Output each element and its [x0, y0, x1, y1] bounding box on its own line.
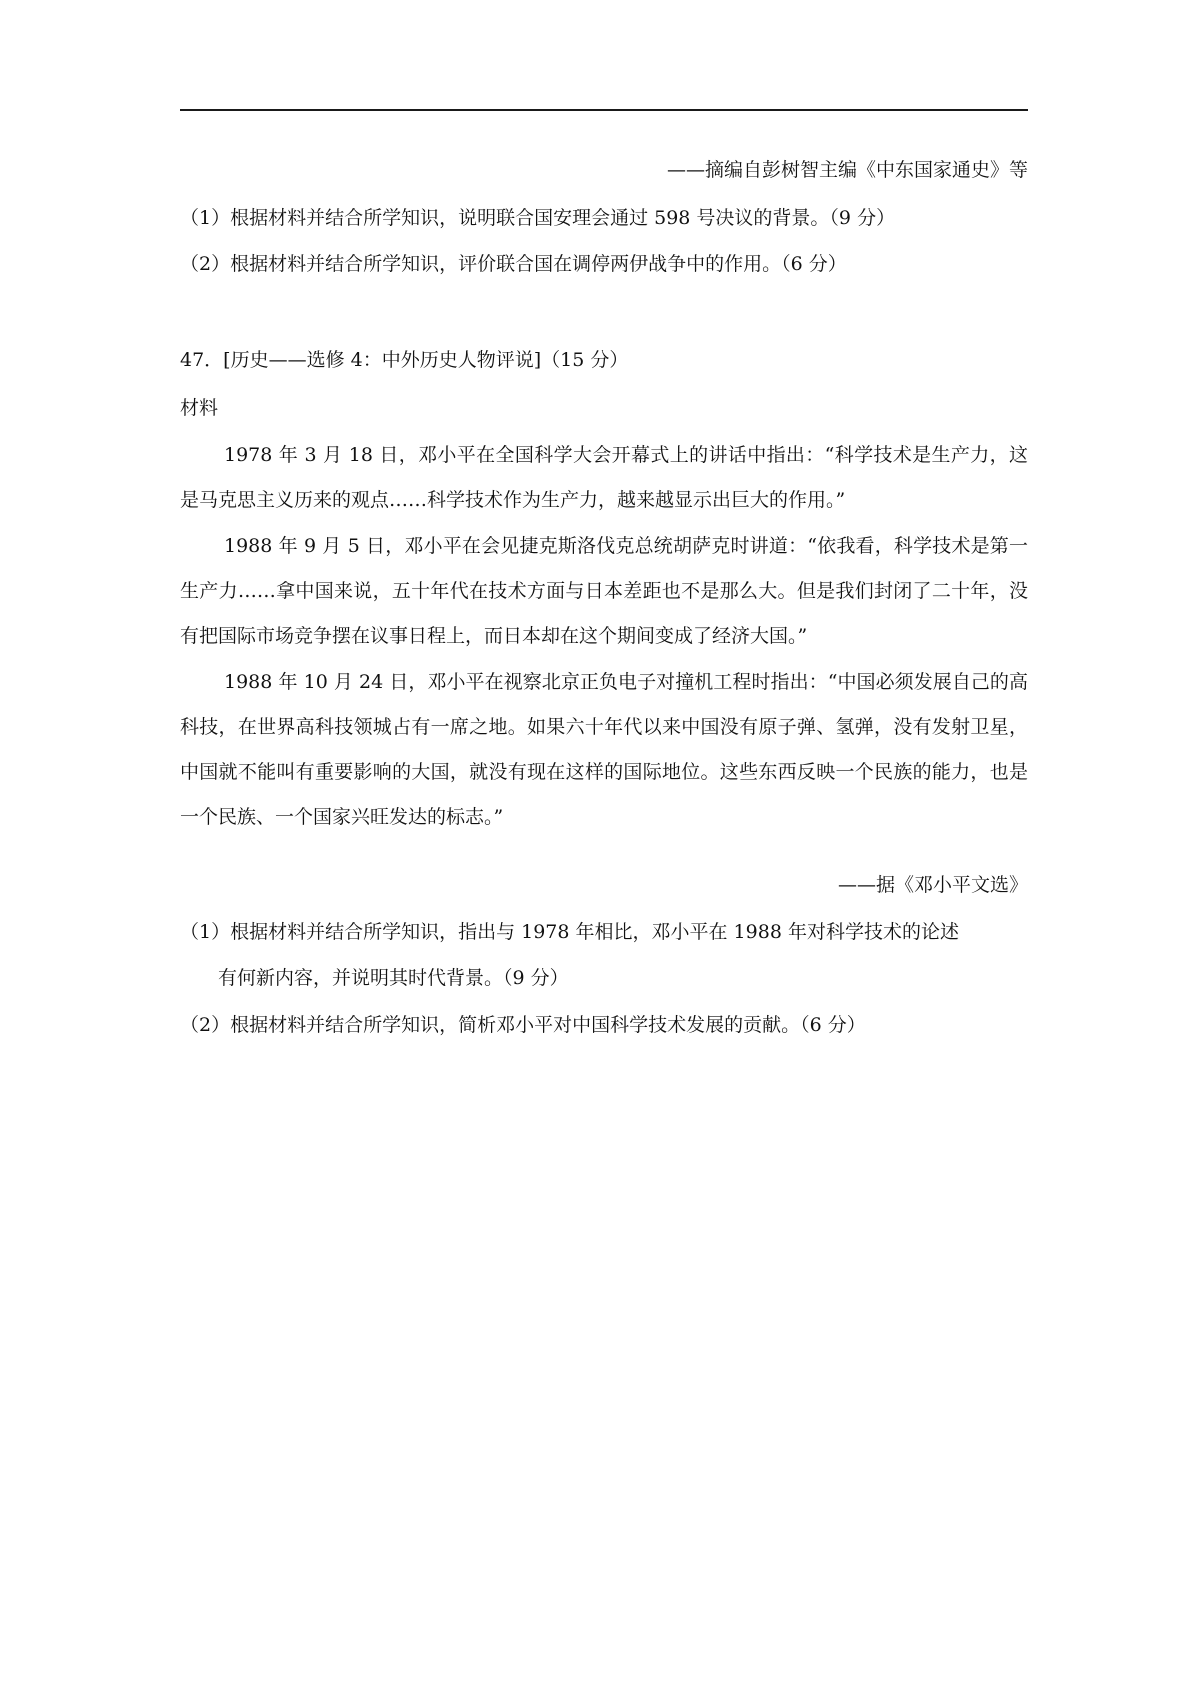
- question-47-1-line1: （1）根据材料并结合所学知识，指出与 1978 年相比，邓小平在 1988 年对科学技术的论述: [180, 921, 959, 943]
- material-label: 材料: [180, 397, 219, 419]
- question-47-1-line2: 有何新内容，并说明其时代背景。（9 分）: [218, 967, 569, 989]
- question-46-1: （1）根据材料并结合所学知识，说明联合国安理会通过 598 号决议的背景。（9 分）: [180, 207, 896, 229]
- material-paragraph-1: 1978 年 3 月 18 日，邓小平在全国科学大会开幕式上的讲话中指出：“科学技术是生产力，这是马克思主义历来的观点……科学技术作为生产力，越来越显示出巨大的作用。”: [180, 444, 1028, 511]
- material-paragraph-3: 1988 年 10 月 24 日，邓小平在视察北京正负电子对撞机工程时指出：“中国必须发展自己的高科技，在世界高科技领城占有一席之地。如果六十年代以来中国没有原子弹、氢弹，没有发射卫星，中国就不能叫有重要影响的大国，就没有现在这样的国际地位。这些东西反映一个民族的能力，也是一个民族、一个国家兴旺发达的标志。”: [180, 671, 1028, 828]
- header-rule: [180, 109, 1028, 111]
- question-47-heading: 47．[历史——选修 4：中外历史人物评说]（15 分）: [180, 349, 629, 371]
- source-citation-top: ——摘编自彭树智主编《中东国家通史》等: [666, 159, 1028, 181]
- question-46-2: （2）根据材料并结合所学知识，评价联合国在调停两伊战争中的作用。（6 分）: [180, 253, 847, 275]
- source-citation-47: ——据《邓小平文选》: [837, 874, 1028, 896]
- question-47-2: （2）根据材料并结合所学知识，简析邓小平对中国科学技术发展的贡献。（6 分）: [180, 1014, 866, 1036]
- material-paragraph-2: 1988 年 9 月 5 日，邓小平在会见捷克斯洛伐克总统胡萨克时讲道：“依我看，科学技术是第一生产力……拿中国来说，五十年代在技术方面与日本差距也不是那么大。但是我们封闭了二十年，没有把国际市场竞争摆在议事日程上，而日本却在这个期间变成了经济大国。”: [180, 535, 1028, 647]
